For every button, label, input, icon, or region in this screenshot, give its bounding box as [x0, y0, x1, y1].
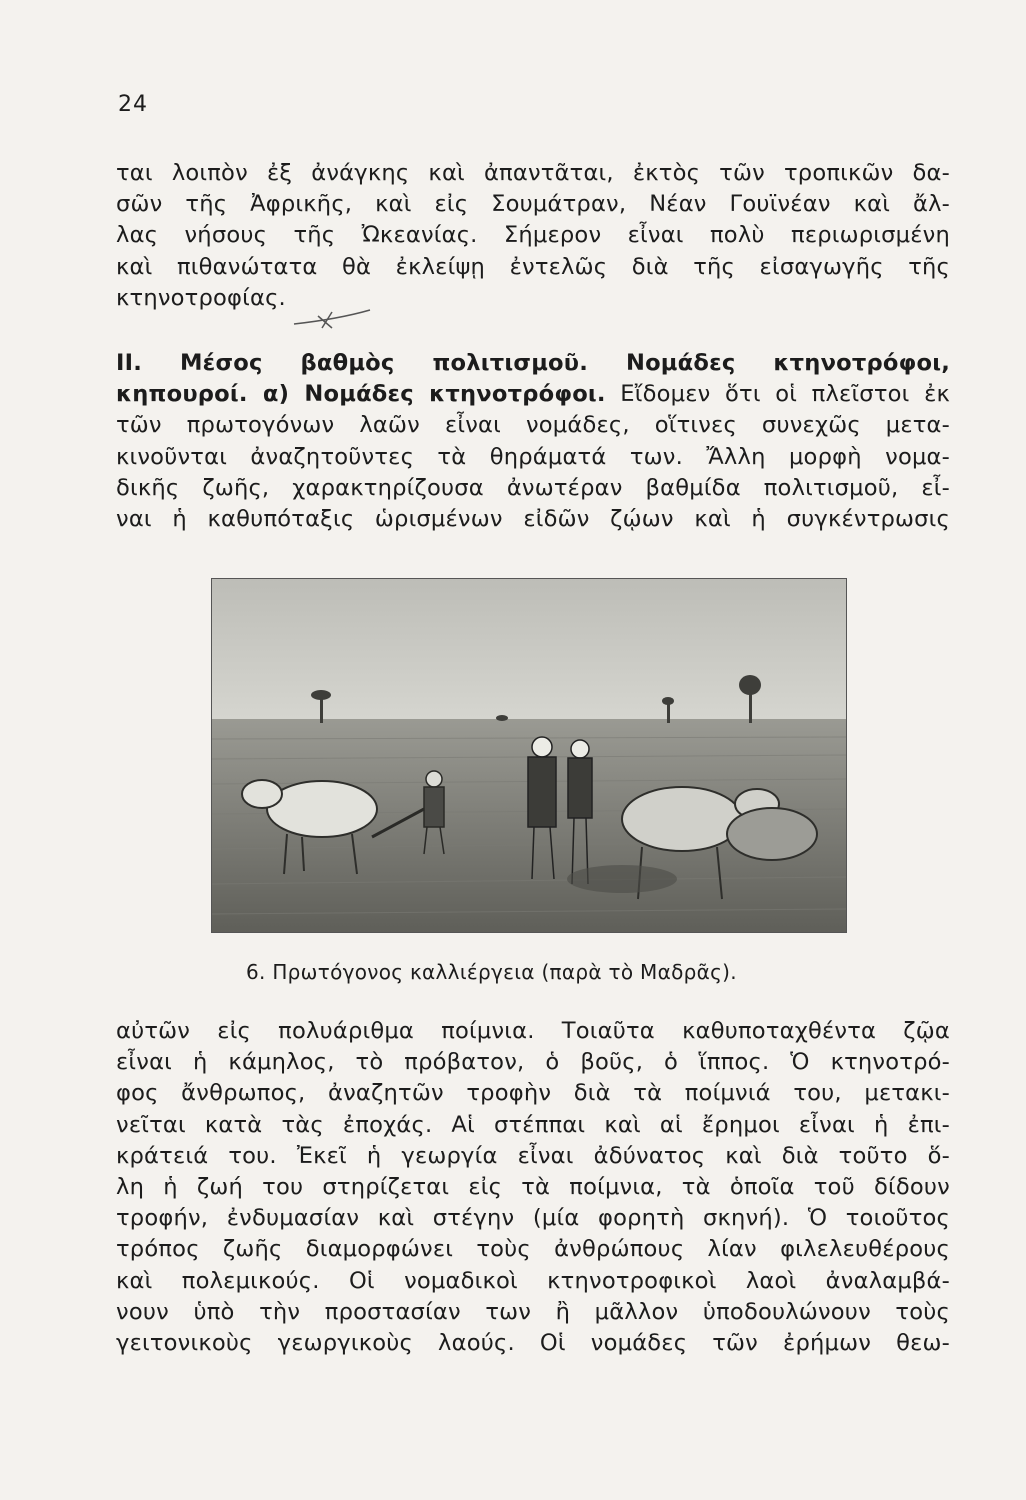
text-line: νουν ὑπὸ τὴν προστασίαν των ἢ μᾶλλον ὑποδουλώνουν τοὺς	[116, 1298, 950, 1325]
text-line: τῶν πρωτογόνων λαῶν εἶναι νομάδες, οἵτινες συνεχῶς μετα-	[116, 412, 950, 439]
text-line: κινοῦνται ἀναζητοῦντες τὰ θηράματά των. Ἄλλη μορφὴ νομα-	[116, 443, 950, 470]
text-line: γειτονικοὺς γεωργικοὺς λαούς. Οἱ νομάδες τῶν ἐρήμων θεω-	[116, 1330, 950, 1357]
text-line: ται λοιπὸν ἐξ ἀνάγκης καὶ ἀπαντᾶται, ἐκτὸς τῶν τροπικῶν δα-	[116, 160, 950, 186]
text-run: Εἴδομεν ὅτι οἱ πλεῖστοι ἐκ	[605, 381, 950, 408]
text-line: τρόπος ζωῆς διαμορφώνει τοὺς ἀνθρώπους λίαν φιλελευθέρους	[116, 1236, 950, 1263]
text-line: δικῆς ζωῆς, χαρακτηρίζουσα ἀνωτέραν βαθμίδα πολιτισμοῦ, εἶ-	[116, 474, 950, 501]
page-number: 24	[118, 92, 148, 117]
subheading: κηπουροί. α) Νομάδες κτηνοτρόφοι.	[116, 381, 606, 408]
text-line: καὶ πιθανώτατα θὰ ἐκλείψῃ ἐντελῶς διὰ τῆς εἰσαγωγῆς τῆς	[116, 253, 950, 280]
text-line: αὐτῶν εἰς πολυάριθμα ποίμνια. Τοιαῦτα καθυποταχθέντα ζῷα	[116, 1018, 950, 1044]
text-line	[116, 379, 950, 410]
paragraph-intro	[116, 158, 950, 314]
text-line: φος ἄνθρωπος, ἀναζητῶν τροφὴν διὰ τὰ ποίμνιά του, μετακι-	[116, 1080, 950, 1107]
text-line: καὶ πολεμικούς. Οἱ νομαδικοὶ κτηνοτροφικοὶ λαοὶ ἀναλαμβά-	[116, 1267, 950, 1294]
text-line: εἶναι ἡ κάμηλος, τὸ πρόβατον, ὁ βοῦς, ὁ ἵππος. Ὁ κτηνοτρό-	[116, 1049, 950, 1076]
section-heading: II. Μέσος βαθμὸς πολιτισμοῦ. Νομάδες κτηνοτρόφοι,	[116, 350, 950, 376]
figure-photo-primitive-cultivation	[211, 578, 847, 933]
figure-caption: 6. Πρωτόγονος καλλιέργεια (παρὰ τὸ Μαδρᾶς).	[246, 960, 737, 984]
text-line: κράτειά του. Ἐκεῖ ἡ γεωργία εἶναι ἀδύνατος καὶ διὰ τοῦτο ὅ-	[116, 1142, 950, 1169]
pen-mark-icon	[292, 298, 372, 332]
text-line: τροφήν, ἐνδυμασίαν καὶ στέγην (μία φορητὴ σκηνή). Ὁ τοιοῦτος	[116, 1205, 950, 1232]
text-line: ναι ἡ καθυπόταξις ὡρισμένων εἰδῶν ζῴων καὶ ἡ συγκέντρωσις	[116, 506, 950, 533]
text-line: σῶν τῆς Ἀφρικῆς, καὶ εἰς Σουμάτραν, Νέαν Γουϊνέαν καὶ ἄλ-	[116, 191, 950, 218]
text-line: κτηνοτροφίας.	[116, 284, 286, 311]
photo-illustration	[212, 579, 846, 932]
text-line: λη ἡ ζωή του στηρίζεται εἰς τὰ ποίμνια, τὰ ὁποῖα τοῦ δίδουν	[116, 1174, 950, 1201]
paragraph-nomads	[116, 1016, 950, 1359]
paragraph-section-ii	[116, 348, 950, 535]
text-line: νεῖται κατὰ τὰς ἐποχάς. Αἱ στέππαι καὶ αἱ ἔρημοι εἶναι ἡ ἐπι-	[116, 1111, 950, 1138]
text-line: λας νήσους τῆς Ὠκεανίας. Σήμερον εἶναι πολὺ περιωρισμένη	[116, 222, 950, 249]
